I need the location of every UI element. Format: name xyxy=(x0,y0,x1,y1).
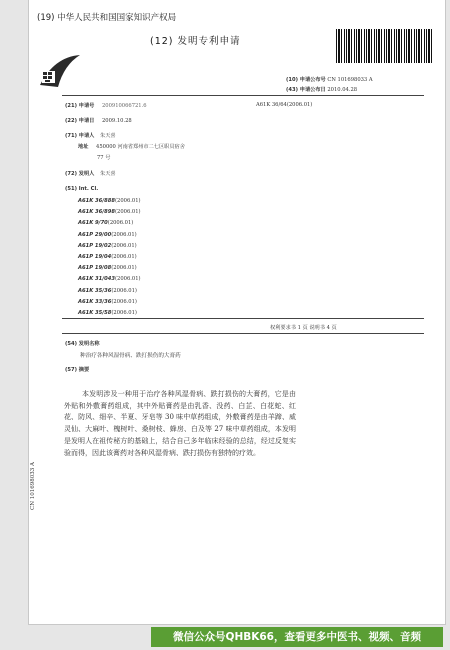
application-number: 200910066721.6 xyxy=(102,103,147,109)
ipc-code: A61K 35/36 xyxy=(78,287,112,294)
publication-number: CN 101698033 A xyxy=(327,77,373,83)
ipc-version: (2006.01) xyxy=(111,310,137,316)
ipc-code: A61K 36/898 xyxy=(78,209,116,216)
title-label xyxy=(65,340,100,347)
ipc-entry xyxy=(78,209,141,215)
inventor-row xyxy=(65,170,116,177)
address-row xyxy=(78,143,185,150)
ipc-version: (2006.01) xyxy=(115,198,141,204)
publication-date-label: (43) 申请公布日 xyxy=(286,87,326,93)
wechat-banner[interactable]: 微信公众号QHBK66，查看更多中医书、视频、音频 xyxy=(151,627,443,647)
ipc-version: (2006.01) xyxy=(107,220,134,227)
abstract-text: 本发明涉及一种用于治疗各种风湿骨病、跌打损伤的大膏药，它是由外贴和外敷膏药组成，其中外贴膏药是由乳香、没药、白芷、白花蛇、红花、防风、细辛、半夏、牙皂等 30 味中草药组成，外敷膏药是由羊蹄、威灵仙、大麻叶、槐树叶、桑树枝、蜂房、白及等 27 味中草药组成，本发明是发明人在祖传秘方的基础上，结合自己多年临床经验的总结，经过反复实验而得，因此该膏药对各种风湿骨病、跌打损伤有独特的疗效。 xyxy=(64,390,296,457)
ipc-code: A61P 19/08 xyxy=(78,265,112,272)
issuing-office: (19) 中华人民共和国国家知识产权局 xyxy=(37,13,177,23)
inventor-label: (72) 发明人 xyxy=(65,171,95,177)
ipc-version: (2006.01) xyxy=(111,298,137,305)
ipc-divider xyxy=(62,318,424,319)
int-cl-label xyxy=(65,186,98,192)
ipc-entry xyxy=(78,220,133,226)
ipc-version: (2006.01) xyxy=(111,254,137,260)
ipc-code: A61P 19/04 xyxy=(78,254,112,260)
ipc-code: A61K 36/888 xyxy=(78,198,116,204)
publication-date-row xyxy=(286,86,357,93)
sipo-logo xyxy=(36,51,84,95)
ipc-code: A61K 35/58 xyxy=(78,310,112,316)
ipc-entry xyxy=(78,232,137,238)
document-type: (12) 发明专利申请 xyxy=(150,36,241,47)
application-number-row xyxy=(65,102,147,109)
ipc-version: (2006.01) xyxy=(115,276,141,283)
ipc-code: A61K 9/70 xyxy=(78,220,108,227)
ipc-entry xyxy=(78,276,141,282)
side-publication-code: CN 101698033 A xyxy=(30,462,36,510)
publication-number-row xyxy=(286,76,373,83)
ipc-entry xyxy=(78,198,141,204)
ipc-version: (2006.01) xyxy=(111,287,137,294)
barcode-image xyxy=(336,29,432,63)
ipc-version: (2006.01) xyxy=(111,265,137,272)
filing-date-label: (22) 申请日 xyxy=(65,118,95,124)
invention-title: 种治疗各种风湿骨病、跌打损伤的大膏药 xyxy=(80,353,181,359)
ipc-code: A61P 19/02 xyxy=(78,242,112,249)
ipc-code: A61K 33/36 xyxy=(78,298,112,305)
address-line-2: 77 号 xyxy=(97,155,111,161)
publication-number-label: (10) 申请公布号 xyxy=(286,77,326,83)
ipc-secondary: A61K 36/64(2006.01) xyxy=(256,102,313,108)
inventor: 朱天喜 xyxy=(100,171,116,177)
ipc-entry xyxy=(78,288,137,294)
filing-date: 2009.10.28 xyxy=(102,118,132,124)
ipc-entry xyxy=(78,310,137,316)
abstract-label-text: (57) 摘要 xyxy=(65,367,90,373)
int-cl-text: (51) Int. Cl. xyxy=(65,186,99,192)
section-divider xyxy=(62,333,424,334)
ipc-entry xyxy=(78,243,137,249)
abstract-label xyxy=(65,366,89,373)
applicant: 朱天喜 xyxy=(100,133,116,139)
ipc-code: A61P 29/00 xyxy=(78,231,112,238)
ipc-entry xyxy=(78,299,137,305)
pages-note: 权利要求书 1 页 说明书 4 页 xyxy=(270,325,337,331)
ipc-version: (2006.01) xyxy=(111,242,137,249)
address-line-1: 450000 河南省郑州市二七区职员宿舍 xyxy=(96,144,185,150)
address-label: 地址 xyxy=(78,144,89,150)
ipc-entry xyxy=(78,254,137,260)
ipc-code: A61K 31/043 xyxy=(78,276,116,283)
filing-date-row xyxy=(65,117,132,124)
applicant-row xyxy=(65,132,116,139)
ipc-version: (2006.01) xyxy=(111,231,137,238)
application-number-label: (21) 申请号 xyxy=(65,103,95,109)
title-label-text: (54) 发明名称 xyxy=(65,341,100,347)
header-divider xyxy=(62,95,424,96)
publication-date: 2010.04.28 xyxy=(327,87,358,93)
ipc-version: (2006.01) xyxy=(115,209,141,216)
ipc-entry xyxy=(78,265,137,271)
applicant-label: (71) 申请人 xyxy=(65,133,95,139)
